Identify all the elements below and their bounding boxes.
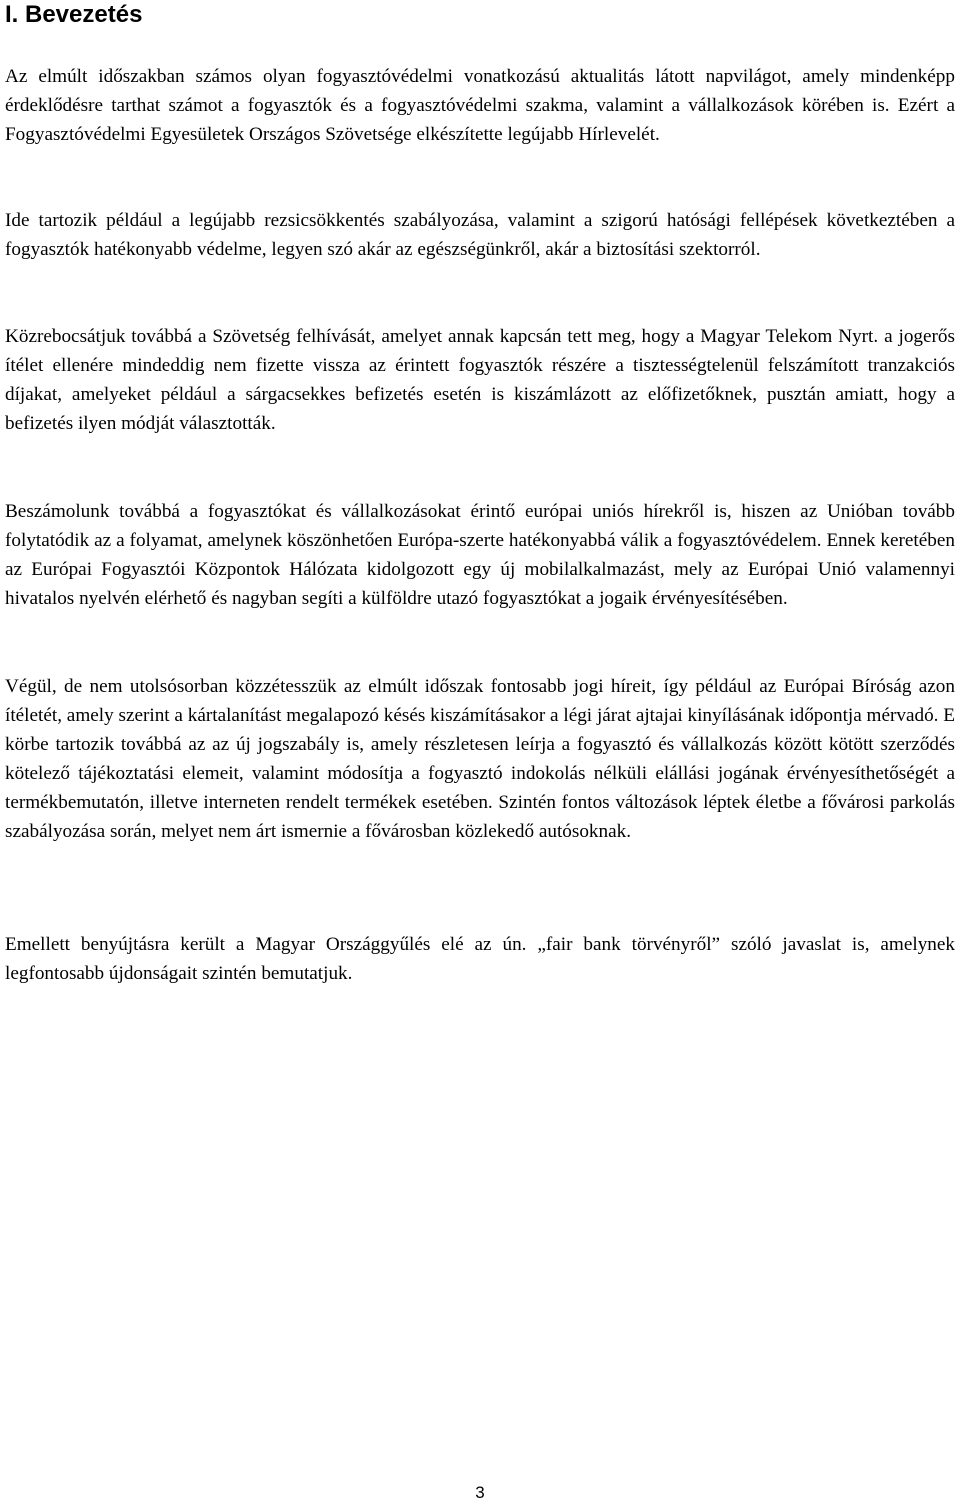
intro-paragraph: Az elmúlt időszakban számos olyan fogyasztóvédelmi vonatkozású aktualitás látott napvilágot, amely mindenképp érdeklődésre tarthat számot a fogyasztók és a fogyasztóvédelmi szakma, valamint a vállalkozások körében is. Ezért a Fogyasztóvédelmi Egyesületek Országos Szövetsége elkészítette legújabb Hírlevelét. <box>5 66 955 145</box>
paragraph-utility-regulation: Ide tartozik például a legújabb rezsicsökkentés szabályozása, valamint a szigorú hatósági fellépések következtében a fogyasztók hatékonyabb védelme, legyen szó akár az egészségünkről, akár a biztosítási szektorról. <box>5 210 955 260</box>
document-page <box>5 0 955 984</box>
paragraph-fair-bank-law: Emellett benyújtásra került a Magyar Országgyűlés elé az ún. „fair bank törvényről” szóló javaslat is, amelynek legfontosabb újdonságait szintén bemutatjuk. <box>5 934 955 984</box>
paragraph-telekom-appeal: Közrebocsátjuk továbbá a Szövetség felhívását, amelyet annak kapcsán tett meg, hogy a Magyar Telekom Nyrt. a jogerős ítélet ellenére mindeddig nem fizette vissza az érintett fogyasztók részére a tisztességtelenül felszámított tranzakciós díjakat, amelyeket például a sárgacsekkes befizetés esetén is kiszámlázott az előfizetőknek, pusztán amiatt, hogy a befizetés ilyen módját választották. <box>5 326 955 434</box>
paragraph-eu-news: Beszámolunk továbbá a fogyasztókat és vállalkozásokat érintő európai uniós hírekről is, hiszen az Unióban tovább folytatódik az a folyamat, amelynek köszönhetően Európa-szerte hatékonyabbá válik a fogyasztóvédelem. Ennek keretében az Európai Fogyasztói Központok Hálózata kidolgozott egy új mobilalkalmazást, mely az Európai Unió valamennyi hivatalos nyelvén elérhető és nagyban segíti a külföldre utazó fogyasztókat a jogaik érvényesítésében. <box>5 501 955 609</box>
section-heading: I. Bevezetés <box>5 1 143 28</box>
page-number: 3 <box>475 1483 485 1502</box>
paragraph-legal-news: Végül, de nem utolsósorban közzétesszük az elmúlt időszak fontosabb jogi híreit, így például az Európai Bíróság azon ítéletét, amely szerint a kártalanítást megalapozó késés kiszámításakor a légi járat ajtajai kinyílásának időpontja mérvadó. E körbe tartozik továbbá az az új jogszabály is, amely részletesen leírja a fogyasztó és vállalkozás között kötött szerződés kötelező tájékoztatási elemeit, valamint módosítja a fogyasztó indokolás nélküli elállási jogának érvényesíthetőségét a termékbemutatón, illetve interneten rendelt termékek esetében. Szintén fontos változások léptek életbe a fővárosi parkolás szabályozása során, melyet nem árt ismernie a fővárosban közlekedő autósoknak. <box>5 676 955 842</box>
